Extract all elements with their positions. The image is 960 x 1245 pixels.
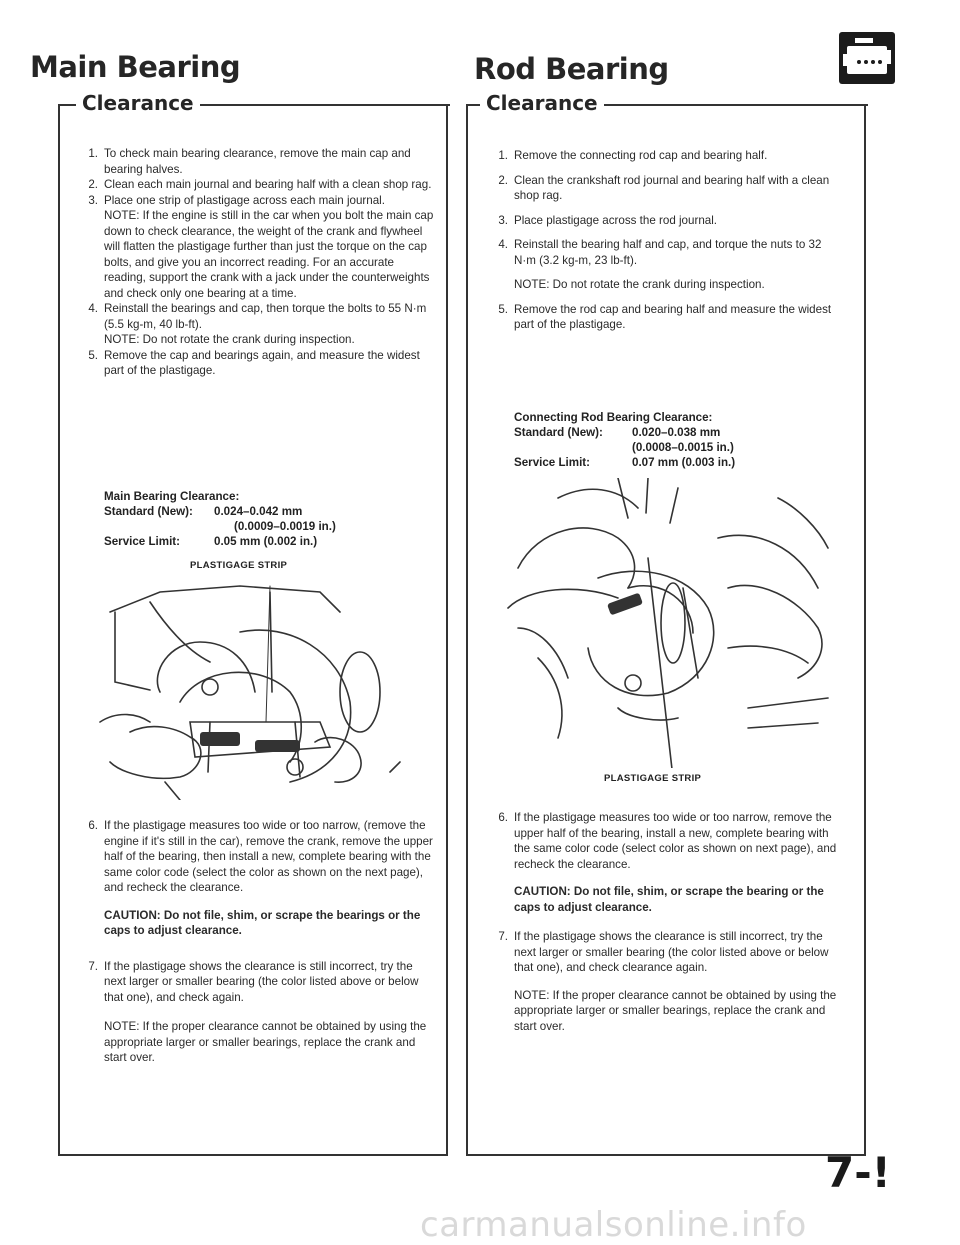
note-text: NOTE: If the proper clearance cannot be obtained by using the appropriate larger or smaller bearings, replace the crank and start over. xyxy=(104,1020,427,1064)
step-item xyxy=(80,193,434,302)
step-text: Reinstall the bearings and cap, then torque the bolts to 55 N·m (5.5 kg-m, 40 lb-ft). xyxy=(104,302,427,331)
spec-standard-label: Standard (New): xyxy=(104,505,193,518)
step-text: Remove the connecting rod cap and bearing half. xyxy=(514,149,768,162)
step-item xyxy=(490,148,846,164)
step-number: 2. xyxy=(498,173,508,187)
step-item xyxy=(80,301,434,348)
step-number: 2. xyxy=(88,178,98,191)
engine-icon xyxy=(839,32,895,84)
caution-text: CAUTION: Do not file, shim, or scrape the bearing or the caps to adjust clearance. xyxy=(514,885,824,914)
note-item xyxy=(490,988,846,1035)
caution-item xyxy=(490,884,846,915)
main-bearing-steps-cont xyxy=(80,818,434,1066)
step-number: 5. xyxy=(88,348,98,362)
step-text: If the plastigage measures too wide or too narrow, (remove the engine if it's still in the car), remove the crank, remove the upper half of the bearing, then install a new, complete bearing with the same color code (select the color as shown on the next page), and recheck the clearance. xyxy=(104,819,433,894)
spec-standard-value: 0.024–0.042 mm xyxy=(214,505,303,518)
step-number: 4. xyxy=(498,238,508,251)
step-text: Place one strip of plastigage across each main journal. xyxy=(104,193,385,207)
main-bearing-illustration xyxy=(90,572,430,800)
rod-bearing-steps xyxy=(490,148,846,333)
step-note: NOTE: If the engine is still in the car when you bolt the main cap down to check clearance, the weight of the crank and flywheel will flatten the plastigage further than just the torque on the cap bolts, and give you an incorrect reading. For an accurate reading, support the crank with a jack under the counterweights and check only one bearing at a time. xyxy=(104,209,434,300)
step-item xyxy=(490,213,846,229)
step-item xyxy=(80,959,434,1006)
step-number: 6. xyxy=(88,819,98,832)
step-note: NOTE: Do not rotate the crank during inspection. xyxy=(104,333,355,346)
step-number: 5. xyxy=(498,302,508,316)
step-text: Place plastigage across the rod journal. xyxy=(514,213,718,227)
rod-bearing-title: Rod Bearing xyxy=(474,52,669,86)
step-item xyxy=(80,818,434,896)
main-bearing-steps xyxy=(80,146,434,379)
note-item xyxy=(80,1019,434,1066)
step-item xyxy=(490,929,846,976)
watermark: carmanualsonline.info xyxy=(420,1205,807,1245)
step-text: If the plastigage shows the clearance is still incorrect, try the next larger or smaller bearing (the color listed above or below that one), and check clearance again. xyxy=(514,930,829,974)
note-text: NOTE: If the proper clearance cannot be obtained by using the appropriate larger or smaller bearings, replace the crank and start over. xyxy=(514,988,837,1033)
spec-standard-value-in: (0.0009–0.0019 in.) xyxy=(234,520,336,533)
main-bearing-title: Main Bearing xyxy=(30,50,241,84)
step-item xyxy=(80,348,434,379)
step-number: 1. xyxy=(498,149,508,162)
spec-limit-label: Service Limit: xyxy=(514,456,591,469)
step-number: 3. xyxy=(498,213,508,227)
step-item xyxy=(490,237,846,268)
spec-standard-value: 0.020–0.038 mm xyxy=(632,426,721,439)
spec-standard-label: Standard (New): xyxy=(514,426,603,439)
spec-limit-label: Service Limit: xyxy=(104,535,181,548)
caution-text: CAUTION: Do not file, shim, or scrape the bearings or the caps to adjust clearance. xyxy=(104,908,421,937)
note-item xyxy=(490,277,846,293)
spec-limit-value: 0.07 mm (0.003 in.) xyxy=(632,456,736,469)
spec-limit-value: 0.05 mm (0.002 in.) xyxy=(214,535,318,548)
step-text: Remove the rod cap and bearing half and measure the widest part of the plastigage. xyxy=(514,302,832,331)
rod-bearing-spec xyxy=(514,410,844,470)
step-number: 1. xyxy=(88,147,98,160)
step-item xyxy=(80,177,434,193)
spec-standard-value-in: (0.0008–0.0015 in.) xyxy=(632,441,734,454)
main-bearing-section-heading: Clearance xyxy=(76,91,200,115)
page-number: 7-! xyxy=(825,1148,891,1197)
step-number: 7. xyxy=(498,930,508,943)
step-number: 6. xyxy=(498,811,508,824)
spec-heading: Main Bearing Clearance: xyxy=(104,490,240,503)
step-number: 4. xyxy=(88,302,98,315)
rod-figure-caption: PLASTIGAGE STRIP xyxy=(604,773,702,784)
step-text: Clean each main journal and bearing half with a clean shop rag. xyxy=(104,178,432,191)
spec-heading: Connecting Rod Bearing Clearance: xyxy=(514,411,713,424)
step-item xyxy=(490,302,846,333)
rod-bearing-section-heading: Clearance xyxy=(480,91,604,115)
step-item xyxy=(490,810,846,872)
main-bearing-spec xyxy=(104,489,424,549)
step-text: To check main bearing clearance, remove the main cap and bearing halves. xyxy=(104,147,411,176)
step-item xyxy=(80,146,434,177)
caution-item xyxy=(80,908,434,939)
step-text: If the plastigage measures too wide or too narrow, remove the upper half of the bearing, install a new, complete bearing with the same color code (select color as shown on next page), and recheck the clearance. xyxy=(514,811,837,871)
step-text: Remove the cap and bearings again, and measure the widest part of the plastigage. xyxy=(104,348,420,377)
step-number: 7. xyxy=(88,959,98,973)
step-text: Reinstall the bearing half and cap, and torque the nuts to 32 N·m (3.2 kg-m, 23 lb-ft). xyxy=(514,238,822,267)
step-text: If the plastigage shows the clearance is still incorrect, try the next larger or smaller bearing (the color listed above or below that one), and check again. xyxy=(104,959,419,1004)
main-figure-caption: PLASTIGAGE STRIP xyxy=(190,560,288,571)
step-number: 3. xyxy=(88,193,98,207)
step-item xyxy=(490,173,846,204)
rod-bearing-steps-cont xyxy=(490,810,846,1034)
step-text: Clean the crankshaft rod journal and bearing half with a clean shop rag. xyxy=(514,173,830,202)
rod-bearing-illustration xyxy=(498,478,838,768)
note-text: NOTE: Do not rotate the crank during inspection. xyxy=(514,278,765,291)
